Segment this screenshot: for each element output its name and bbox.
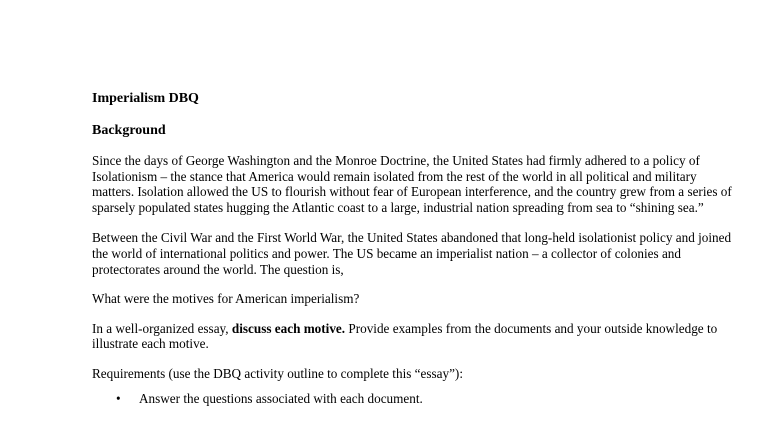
instructions-text-start: In a well-organized essay,: [92, 320, 232, 336]
essay-instructions: [92, 321, 732, 352]
requirements-intro: Requirements (use the DBQ activity outline to complete this “essay”):: [92, 365, 463, 381]
essay-question: What were the motives for American imperialism?: [92, 291, 360, 307]
document-page: [92, 90, 732, 406]
background-heading: Background: [92, 123, 166, 138]
requirement-text: Answer the questions associated with each document.: [139, 390, 423, 406]
background-paragraph-2: Between the Civil War and the First World War, the United States abandoned that long-held isolationist policy and joined the world of international politics and power. The US became an imperialist nation – a collector of colonies and protectorates around the world. The question is,: [92, 230, 732, 277]
background-paragraph-1: Since the days of George Washington and the Monroe Doctrine, the United States had firmly adhered to a policy of Isolationism – the stance that America would remain isolated from the rest of the world in all political and military matters. Isolation allowed the US to flourish without fear of European interference, and the country grew from a series of sparsely populated states hugging the Atlantic coast to a large, industrial nation spreading from sea to “shining sea.”: [92, 153, 732, 215]
requirement-item: [92, 391, 732, 407]
requirements-list: [92, 391, 732, 407]
instructions-emphasis: discuss each motive.: [231, 320, 346, 336]
bullet-icon: •: [116, 390, 121, 406]
instructions-text-end: Provide examples from the documents and your outside knowledge to illustrate each motive.: [92, 320, 718, 352]
document-title: Imperialism DBQ: [92, 91, 199, 106]
